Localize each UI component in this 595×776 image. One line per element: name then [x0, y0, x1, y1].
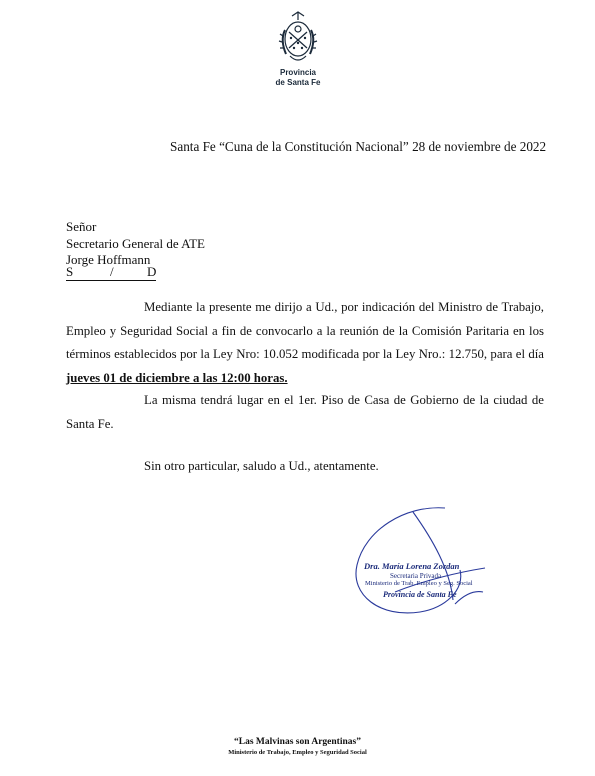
addressee-s: S: [66, 264, 74, 279]
body-paragraph-3: Sin otro particular, saludo a Ud., atentamente.: [144, 459, 379, 473]
addressee-name: Jorge Hoffmann: [66, 252, 151, 267]
meeting-date-emphasis: jueves 01 de diciembre a las 12:00 horas.: [66, 370, 288, 385]
footer-ministry: Ministerio de Trabajo, Empleo y Seguridad Social: [228, 749, 367, 756]
addressee-d: D: [147, 264, 157, 279]
body-paragraph-1-text: Mediante la presente me dirijo a Ud., por indicación del Ministro de Trabajo, Empleo y Seguridad Social a fin de convocarlo a la reunión de la Comisión Paritaria en los términos establecidos por la Ley Nro: 10.052 modificada por la Ley Nro.: 12.750, para el día: [66, 300, 544, 361]
body-paragraph-2: La misma tendrá lugar en el 1er. Piso de Casa de Gobierno de la ciudad de Santa Fe.: [66, 393, 544, 431]
logo-caption-line1: Provincia: [279, 68, 316, 77]
logo-caption-line2: de Santa Fe: [275, 77, 321, 87]
addressee-salutation: Señor: [66, 219, 97, 234]
signatory-name: Dra. María Lorena Zordan: [364, 561, 460, 571]
addressee-slash: /: [110, 264, 114, 279]
addressee-title: Secretario General de ATE: [66, 236, 205, 251]
addressee-sd: [66, 264, 156, 281]
provincia-santa-fe-coat-of-arms-icon: [270, 10, 326, 66]
dateline: Santa Fe “Cuna de la Constitución Nacional” 28 de noviembre de 2022: [170, 139, 547, 154]
footer-motto: “Las Malvinas son Argentinas”: [234, 737, 361, 747]
logo-caption: [255, 68, 341, 87]
signatory-role: Secretaria Privada: [390, 572, 442, 580]
signatory-province: Provincia de Santa Fe: [383, 590, 457, 599]
signatory-ministry: Ministerio de Trab. Empleo y Seg. Social: [365, 580, 473, 587]
body-paragraph-1: [66, 296, 544, 390]
